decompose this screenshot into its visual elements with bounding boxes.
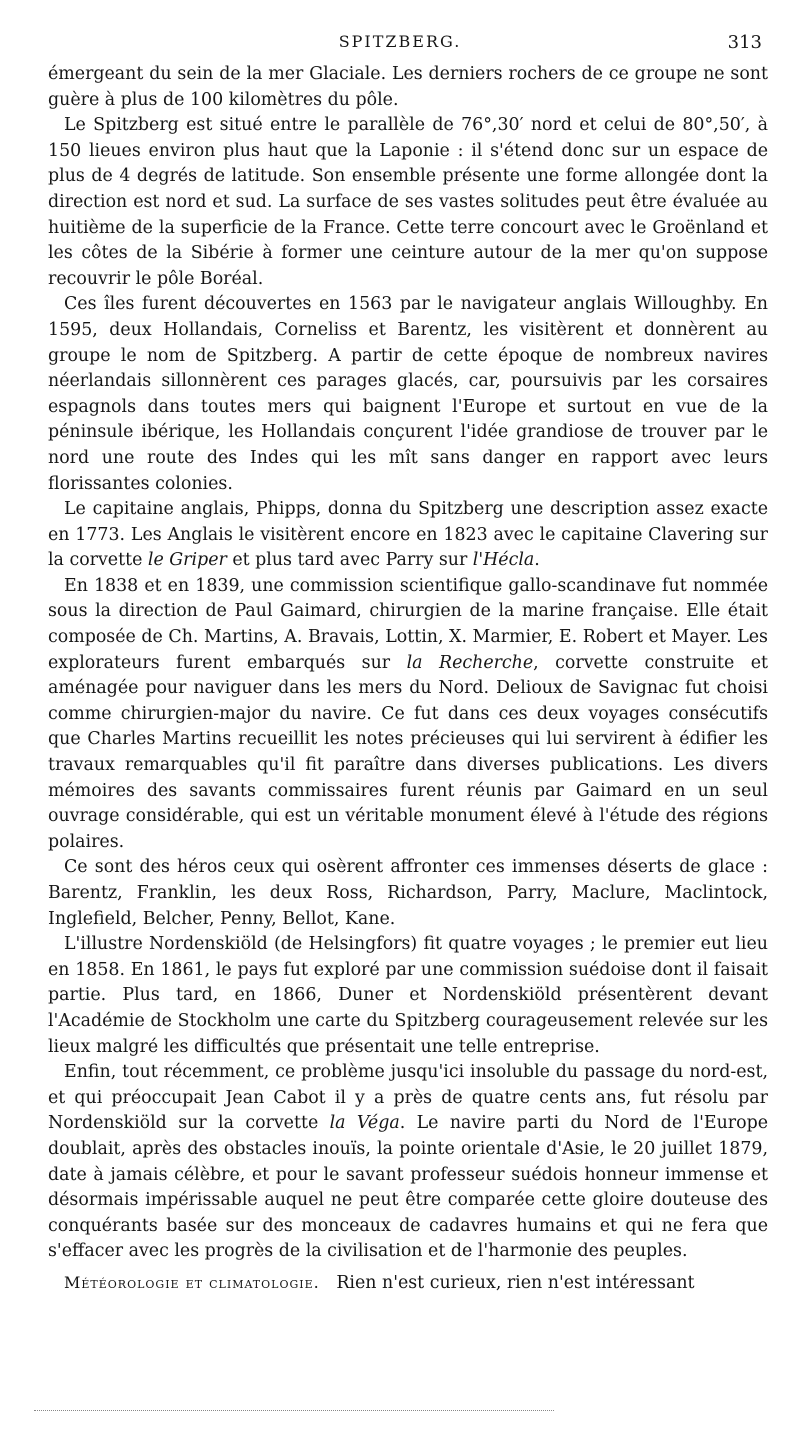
running-head — [0, 32, 800, 56]
page-number: 313 — [727, 32, 762, 53]
paragraph-7 — [48, 932, 768, 1060]
paragraph-6 — [48, 855, 768, 932]
paragraph-text: Le capitaine anglais, Phipps, donna du Spitzberg une description assez exacte en 1773. Les Anglais le visitèrent encore en 1823 avec le capitaine Clavering sur la corvette — [48, 499, 768, 571]
paragraph-text: En 1838 et en 1839, une commission scientifique gallo-scandinave fut nommée sous la direction de Paul Gaimard, chirurgien de la marine française. Elle était composée de Ch. Martins, A. Bravais, Lottin, X. Marmier, E. Robert et Mayer. Les explorateurs furent embarqués sur — [48, 575, 768, 673]
paragraph-text: L'illustre Nordenskiöld (de Helsingfors) fit quatre voyages ; le premier eut lieu en 1858. En 1861, le pays fut exploré par une commission suédoise dont il faisait partie. Plus tard, en 1866, Duner et Nordenskiöld présentèrent devant l'Académie de Stockholm une carte du Spitzberg courageusement relevée sur les lieux malgré les difficultés que présentait une telle entreprise. — [48, 934, 768, 1057]
paragraph-text: Le Spitzberg est situé entre le parallèle de 76°,30′ nord et celui de 80°,50′, à 150 lieues environ plus haut que la Laponie : il s'étend donc sur un espace de plus de 4 degrés de latitude. Son ensemble présente une forme allongée dont la direction est nord et sud. La surface de ses vastes solitudes peut être évaluée au huitième de la superficie de la France. Cette terre concourt avec le Groënland et les côtes de la Sibérie à former une ceinture autour de la mer qu'on suppose recouvrir le pôle Boréal. — [48, 115, 768, 289]
bleed-through-rule — [34, 1410, 554, 1411]
paragraph-text: Enfin, tout récemment, ce problème jusqu'ici insoluble du passage du nord-est, et qui préoccupait Jean Cabot il y a près de quatre cents ans, fut résolu par Nordenskiöld sur la corvette — [48, 1062, 768, 1134]
paragraph-text: Ces îles furent découvertes en 1563 par le navigateur anglais Willoughby. En 1595, deux Hollandais, Corneliss et Barentz, les visitèrent et donnèrent au groupe le nom de Spitzberg. A partir de cette époque de nombreux navires néerlandais sillonnèrent ces parages glacés, car, poursuivis par les corsaires espagnols dans toutes mers qui baignent l'Europe et surtout en vue de la péninsule ibérique, les Hollandais conçurent l'idée grandiose de trouver par le nord une route des Indes qui les mît sans danger en rapport avec leurs florissantes colonies. — [48, 294, 768, 494]
ship-name: l'Hécla — [472, 550, 535, 571]
ship-name: la Véga — [329, 1113, 400, 1134]
paragraph-text: . Le navire parti du Nord de l'Europe doublait, après des obstacles inouïs, la pointe orientale d'Asie, le 20 juillet 1879, date à jamais célèbre, et pour le savant professeur suédois honneur immense et désormais impérissable auquel ne peut être comparée cette gloire douteuse des conquérants basée sur des monceaux de cadavres humains et qui ne fera que s'effacer avec les progrès de la civilisation et de l'harmonie des peuples. — [48, 1113, 769, 1262]
section-heading: Météorologie et climatologie. — [64, 1272, 320, 1292]
paragraph-8 — [48, 1060, 768, 1265]
paragraph-4 — [48, 497, 768, 574]
body-text — [48, 62, 768, 1297]
paragraph-text: . — [534, 550, 540, 571]
paragraph-2 — [48, 113, 768, 292]
paragraph-5 — [48, 574, 768, 856]
paragraph-text: et plus tard avec Parry sur — [226, 550, 473, 571]
running-head-title: SPITZBERG. — [338, 32, 462, 51]
paragraph-text: Ce sont des héros ceux qui osèrent affronter ces immenses déserts de glace : Barentz, Franklin, les deux Ross, Richardson, Parry, Maclure, Maclintock, Inglefield, Belcher, Penny, Bellot, Kane. — [48, 857, 768, 929]
paragraph-text: émergeant du sein de la mer Glaciale. Les derniers rochers de ce groupe ne sont guère à plus de 100 kilomètres du pôle. — [48, 64, 768, 110]
paragraph-3 — [48, 292, 768, 497]
section-text: Rien n'est curieux, rien n'est intéressant — [336, 1272, 695, 1293]
paragraph-text: , corvette construite et aménagée pour naviguer dans les mers du Nord. Delioux de Savignac fut choisi comme chirurgien-major du navire. Ce fut dans ces deux voyages consécutifs que Charles Martins recueillit les notes précieuses qui lui servirent à édifier les travaux remarquables qu'il fit paraître dans diverses publications. Les divers mémoires des savants commissaires furent réunis par Gaimard en un seul ouvrage considérable, qui est un véritable monument élevé à l'étude des régions polaires. — [48, 652, 768, 852]
ship-name: la Recherche — [406, 652, 534, 673]
paragraph-1 — [48, 62, 768, 113]
ship-name: le Griper — [147, 550, 227, 571]
section-start — [48, 1270, 768, 1297]
